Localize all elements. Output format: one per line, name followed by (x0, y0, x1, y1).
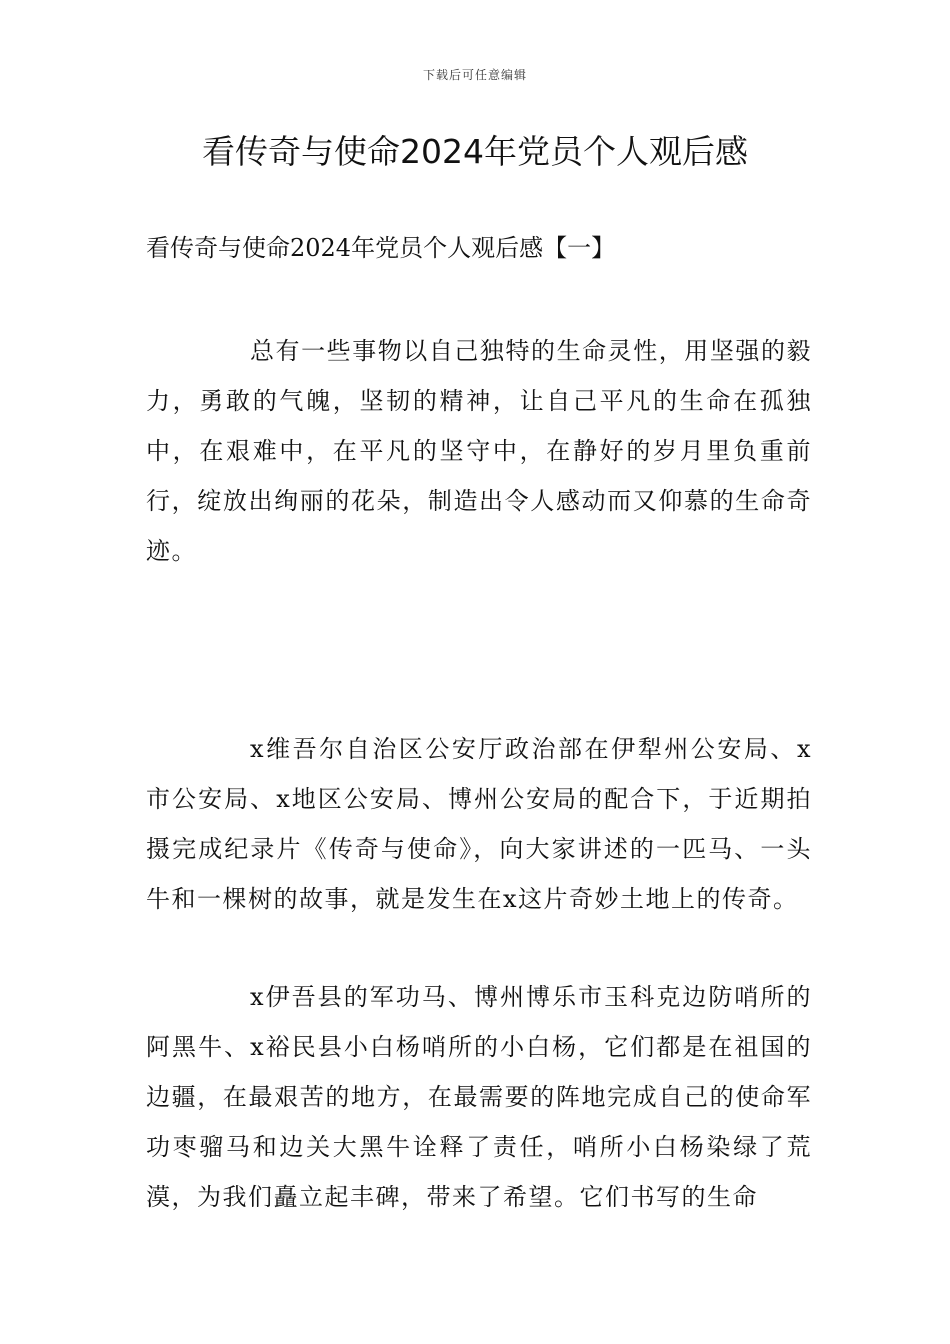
paragraph-2: x维吾尔自治区公安厅政治部在伊犁州公安局、x市公安局、x地区公安局、博州公安局的配合下，于近期拍摄完成纪录片《传奇与使命》，向大家讲述的一匹马、一头牛和一棵树的故事，就是发生在x这片奇妙土地上的传奇。 (146, 735, 812, 913)
paragraph-3: x伊吾县的军功马、博州博乐市玉科克边防哨所的阿黑牛、x裕民县小白杨哨所的小白杨，它们都是在祖国的边疆，在最艰苦的地方，在最需要的阵地完成自己的使命军功枣骝马和边关大黑牛诠释了责任，哨所小白杨染绿了荒漠，为我们矗立起丰碑，带来了希望。它们书写的生命 (146, 983, 812, 1211)
section-heading: 看传奇与使命2024年党员个人观后感【一】 (146, 234, 616, 262)
document-title: 看传奇与使命2024年党员个人观后感 (202, 132, 748, 171)
paragraph-1: 总有一些事物以自己独特的生命灵性，用坚强的毅力，勇敢的气魄，坚韧的精神，让自己平凡的生命在孤独中，在艰难中，在平凡的坚守中，在静好的岁月里负重前行，绽放出绚丽的花朵，制造出令人感动而又仰慕的生命奇迹。 (146, 337, 812, 565)
header-note: 下载后可任意编辑 (422, 68, 527, 82)
